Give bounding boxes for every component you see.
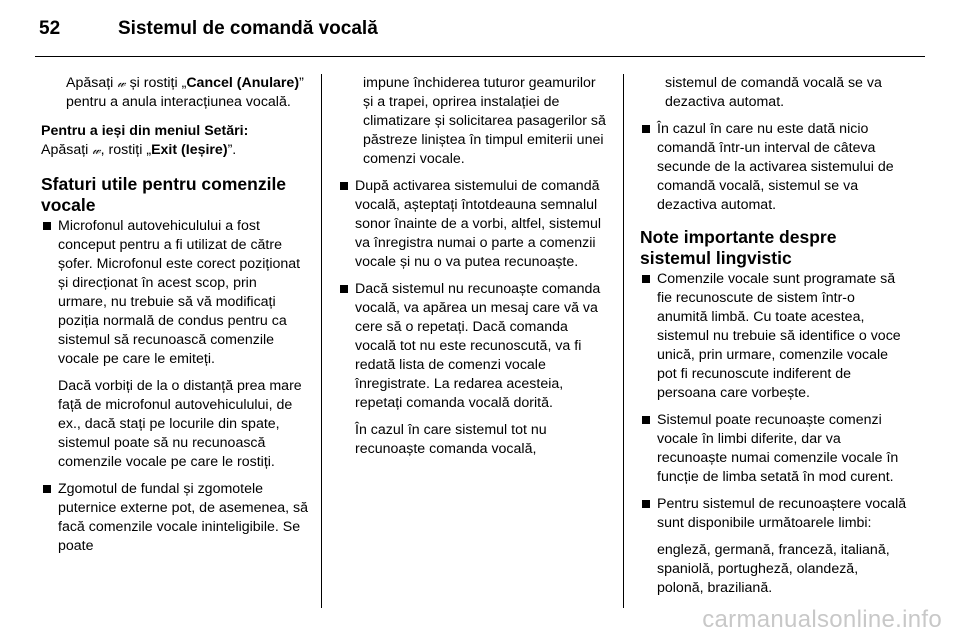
watermark: carmanualsonline.info [702,606,942,633]
language-heading: Note importante despre sistemul lingvistic [640,227,837,268]
exit-command: Exit (Ieșire) [151,142,228,158]
tips-list [41,217,309,556]
page-header [35,6,925,50]
column-divider [321,74,322,608]
exit-heading: Pentru a ieși din meniul Setări: [41,123,249,139]
list-item: În cazul în care nu este dată nicio comandă într-un interval de câteva secunde de la activarea sistemului de comandă vocală, sistemul se va dezactiva automat. [640,120,908,215]
list-item: Pentru sistemul de recunoaștere vocală sunt disponibile următoarele limbi: engleză, germană, franceză, italiană, spaniolă, portugheză, olandeză, polonă, braziliană. [640,495,908,598]
list-item: După activarea sistemului de comandă vocală, așteptați întotdeauna semnalul sonor înainte de a vorbi, altfel, sistemul va înregistra numai o parte a comenzii vocale și nu o va putea recunoaște. [338,177,606,272]
voice-command-icon: 𝓌 [117,76,126,90]
list-item: Sistemul poate recunoaște comenzi vocale în limbi diferite, dar va recunoaște numai comenzile vocale în funcție de limba setată în mod curent. [640,411,908,487]
tips-heading: Sfaturi utile pentru comenzile vocale [41,174,287,215]
voice-command-icon: 𝓌 [92,143,101,157]
column-3 [640,74,908,606]
cancel-command: Cancel (Anulare) [186,75,300,91]
list-item: Microfonul autovehiculului a fost conceput pentru a fi utilizat de către șofer. Microfonul este corect poziționat și direcționat în acest scop, prin urmare, nu trebuie să vă modificați poziția normală de condus pentru ca sistemul să recunoască comenzile vocale pe care le emiteți. Dacă vorbiți de la o distanță prea mare față de microfonul autovehiculului, de ex., dacă stați pe locurile din spate, sistemul poate să nu recunoască comenzile vocale pe care le rostiți. [41,217,309,472]
column-1 [41,74,309,564]
exit-instruction: Apăsați 𝓌, rostiți „Exit (Ieșire)”. [41,142,237,158]
language-notes-list [640,270,908,598]
list-item: Zgomotul de fundal și zgomotele puternice externe pot, de asemenea, să facă comenzile vocale ininteligibile. Se poate [41,480,309,556]
continued-text: sistemul de comandă vocală se va dezactiva automat. [665,75,882,110]
header-divider [35,56,925,57]
column-2 [338,74,606,467]
tips-list-end [640,120,908,215]
continued-text: impune închiderea tuturor geamurilor și a trapei, oprirea instalației de climatizare și solicitarea pasagerilor să păstreze liniștea în timpul emiterii unei comenzi vocale. [363,75,606,167]
column-divider [623,74,624,608]
page-number: 52 [39,18,61,39]
tips-list-continued [338,177,606,459]
cancel-instruction: Apăsați 𝓌 și rostiți „Cancel (Anulare)” pentru a anula interacțiunea vocală. [66,75,304,110]
page-title: Sistemul de comandă vocală [118,18,378,39]
list-item: Comenzile vocale sunt programate să fie recunoscute de sistem într-o anumită limbă. Cu toate acestea, sistemul nu trebuie să identifice o voce unică, prin urmare, comenzile vocale pot fi recunoscute indiferent de persoana care vorbește. [640,270,908,403]
list-item: Dacă sistemul nu recunoaște comanda vocală, va apărea un mesaj care vă va cere să o repetați. Dacă comanda vocală tot nu este recunoscută, va fi redată lista de comenzi vocale înregistrate. La redarea acesteia, repetați comanda vocală dorită. În cazul în care sistemul tot nu recunoaște comanda vocală, [338,280,606,459]
